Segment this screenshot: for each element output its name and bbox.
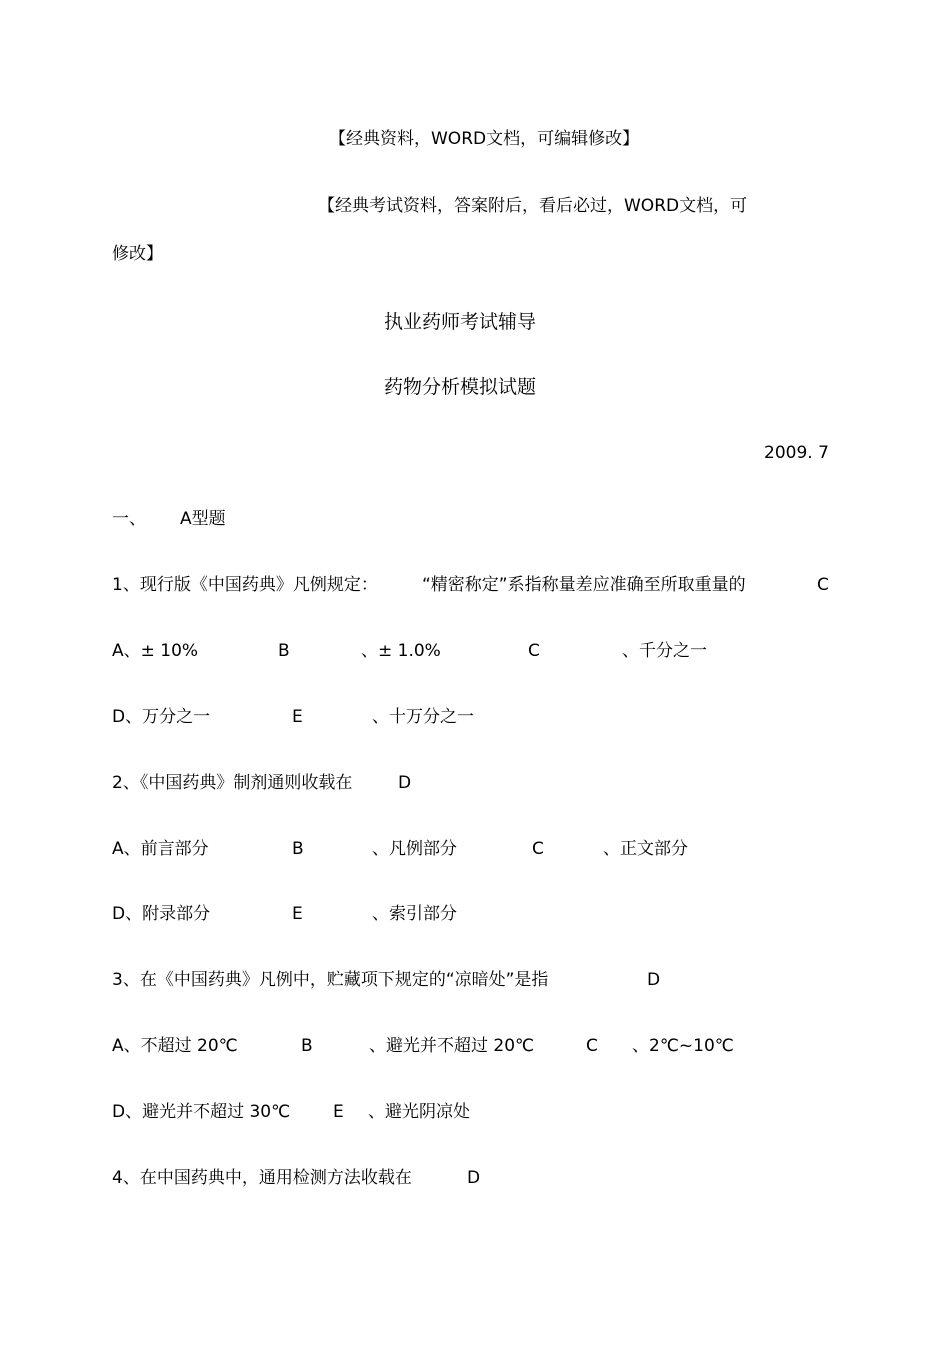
- question-2-option-a: A、前言部分: [112, 839, 209, 859]
- question-3-option-b-letter: B: [301, 1036, 313, 1056]
- question-1-option-b-letter: B: [278, 641, 290, 661]
- question-2-option-b-letter: B: [292, 839, 304, 859]
- question-1-option-a: A、± 10%: [112, 641, 199, 661]
- header-notice-1: 【经典资料，WORD文档，可编辑修改】: [329, 129, 640, 149]
- question-2-option-e-text: 、索引部分: [372, 904, 457, 924]
- question-3-option-a: A、不超过 20℃: [112, 1036, 238, 1056]
- question-1-option-e-letter: E: [292, 707, 303, 727]
- question-2-option-b-text: 、凡例部分: [372, 839, 457, 859]
- question-1-answer: C: [817, 575, 829, 595]
- question-3-option-c-letter: C: [586, 1036, 598, 1056]
- document-date: 2009. 7: [764, 443, 829, 463]
- header-notice-2: 【经典考试资料，答案附后，看后必过，WORD文档，可: [318, 196, 748, 216]
- document-subtitle: 药物分析模拟试题: [384, 376, 537, 398]
- question-1-option-e-text: 、十万分之一: [372, 707, 474, 727]
- question-2-option-c-text: 、正文部分: [603, 839, 688, 859]
- question-3-option-c-text: 、2℃~10℃: [632, 1036, 734, 1056]
- question-2-option-d: D、附录部分: [112, 904, 211, 924]
- question-1-option-b-text: 、± 1.0%: [361, 641, 441, 661]
- section-number: 一、: [112, 509, 146, 529]
- question-3-option-d: D、避光并不超过 30℃: [112, 1102, 291, 1122]
- question-1-stem-cont: “精密称定”系指称量差应准确至所取重量的: [422, 575, 746, 595]
- question-3-option-e-text: 、避光阴凉处: [368, 1102, 470, 1122]
- question-3-option-e-letter: E: [333, 1102, 344, 1122]
- question-1-stem: 1、现行版《中国药典》凡例规定：: [112, 575, 378, 595]
- question-2-option-c-letter: C: [532, 839, 544, 859]
- question-4-answer: D: [467, 1168, 481, 1188]
- question-3-answer: D: [647, 970, 661, 990]
- question-2-answer: D: [398, 773, 412, 793]
- question-1-option-c-letter: C: [528, 641, 540, 661]
- question-3-stem: 3、在《中国药典》凡例中，贮藏项下规定的“凉暗处”是指: [112, 970, 549, 990]
- question-2-option-e-letter: E: [292, 904, 303, 924]
- question-1-option-c-text: 、千分之一: [622, 641, 707, 661]
- document-title: 执业药师考试辅导: [384, 311, 537, 333]
- question-2-stem: 2、《中国药典》制剂通则收载在: [112, 773, 353, 793]
- question-3-option-b-text: 、避光并不超过 20℃: [369, 1036, 535, 1056]
- question-1-option-d: D、万分之一: [112, 707, 211, 727]
- question-4-stem: 4、在中国药典中，通用检测方法收载在: [112, 1168, 412, 1188]
- section-label: A型题: [180, 509, 226, 529]
- header-notice-2-cont: 修改】: [112, 244, 163, 264]
